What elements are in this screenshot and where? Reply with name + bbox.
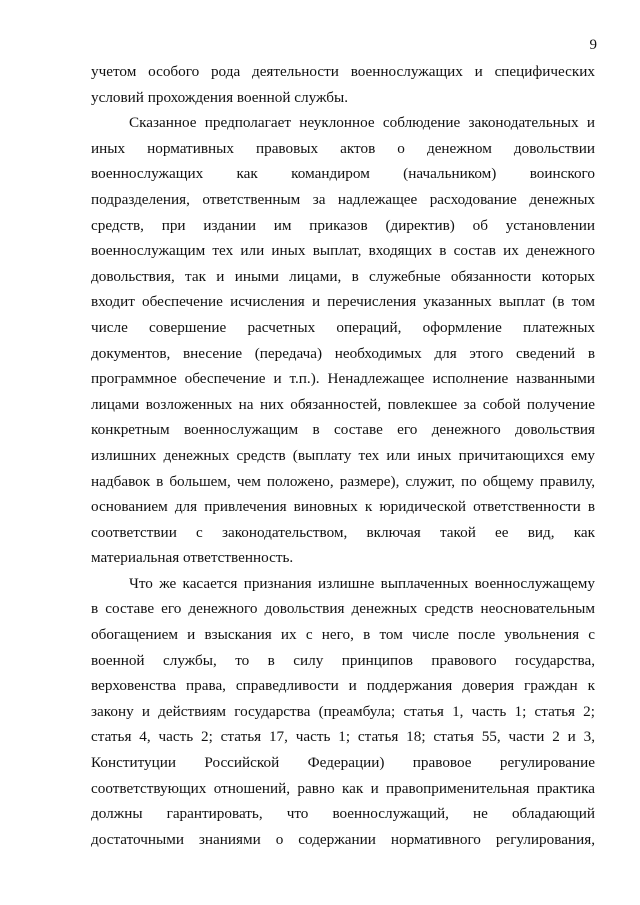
text-line: военной службы, то в силу принципов правового государства,	[91, 651, 595, 669]
text-line: соответствующих отношений, равно как и правоприменительная практика	[91, 779, 595, 797]
text-line: средств, при издании им приказов (директив) об установлении	[91, 216, 595, 234]
text-line: военнослужащих как командиром (начальником) воинского	[91, 165, 595, 183]
text-line: закону и действиям государства (преамбула; статья 1, часть 1; статья 2;	[91, 702, 595, 720]
text-line: статья 4, часть 2; статья 17, часть 1; статья 18; статья 55, части 2 и 3,	[91, 728, 595, 746]
text-line: Сказанное предполагает неуклонное соблюдение законодательных и	[129, 114, 595, 132]
text-line: подразделения, ответственным за надлежащее расходование денежных	[91, 190, 595, 208]
text-line: условий прохождения военной службы.	[91, 88, 348, 106]
text-line: иных нормативных правовых актов о денежном довольствии	[91, 139, 595, 157]
text-line: военнослужащим тех или иных выплат, входящих в состав их денежного	[91, 242, 595, 260]
text-line: документов, внесение (передача) необходимых для этого сведений в	[91, 344, 595, 362]
text-line: числе совершение расчетных операций, оформление платежных	[91, 318, 595, 336]
text-line: Конституции Российской Федерации) правовое регулирование	[91, 754, 595, 772]
text-line: соответствии с законодательством, включая такой ее вид, как	[91, 523, 595, 541]
text-line: верховенства права, справедливости и поддержания доверия граждан к	[91, 677, 595, 695]
page-number: 9	[589, 37, 597, 53]
text-line: конкретным военнослужащим в составе его денежного довольствия	[91, 421, 595, 439]
text-line: обогащением и взыскания их с него, в том числе после увольнения с	[91, 626, 595, 644]
text-line: довольствия, так и иными лицами, в служебные обязанности которых	[91, 267, 595, 285]
text-line: учетом особого рода деятельности военнослужащих и специфических	[91, 63, 595, 80]
text-line: излишних денежных средств (выплату тех или иных причитающихся ему	[91, 446, 595, 464]
text-line: входит обеспечение исчисления и перечисления указанных выплат (в том	[91, 293, 595, 311]
text-line: основанием для привлечения виновных к юридической ответственности в	[91, 498, 595, 516]
text-line: должны гарантировать, что военнослужащий, не обладающий	[91, 805, 595, 823]
text-line: достаточными знаниями о содержании нормативного регулирования,	[91, 830, 595, 848]
text-line: Что же касается признания излишне выплаченных военнослужащему	[129, 574, 595, 592]
text-line: материальная ответственность.	[91, 549, 294, 567]
text-line: надбавок в большем, чем положено, размере), служит, по общему правилу,	[91, 472, 595, 490]
document-body	[91, 59, 595, 852]
text-line: в составе его денежного довольствия денежных средств неосновательным	[91, 600, 595, 618]
text-line: программное обеспечение и т.п.). Ненадлежащее исполнение названными	[91, 370, 595, 388]
text-line: лицами возложенных на них обязанностей, повлекшее за собой получение	[91, 395, 595, 413]
